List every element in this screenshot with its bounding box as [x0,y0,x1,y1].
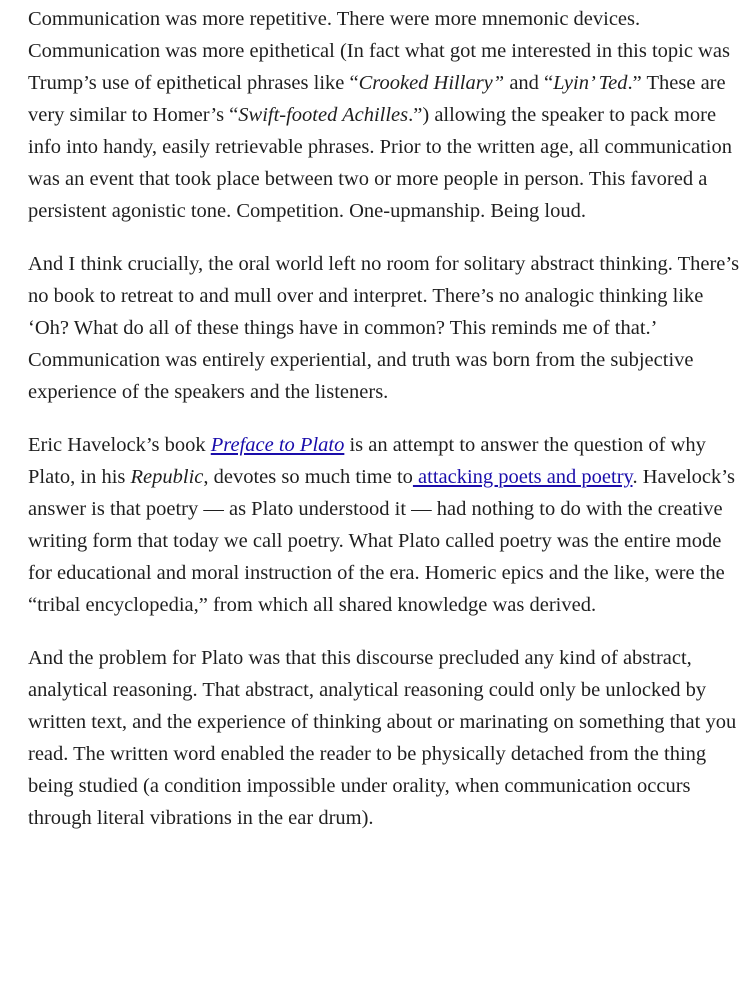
epithet-swift-footed-achilles: Swift-footed Achilles [238,104,409,126]
epithet-crooked-hillary: Crooked Hillary” [358,72,505,94]
paragraph-oral-world: And I think crucially, the oral world left no room for solitary abstract thinking. There’s no book to retreat to and mull over and interpret. There’s no analogic thinking like ‘Oh? What do all of these things have in common? This reminds me of that.’ Communication was entirely experiential, and truth was born from the subjective experience of the speakers and the listeners. [28,253,740,403]
paragraph-3-text-b: is an attempt to answer the question of why Plato, in his [28,434,706,488]
paragraph-1-text-a: Communication was more repetitive. There were more mnemonic devices. Communication was more epithetical (In fact what got me interested in this topic was Trump’s use of epithetical phrases like “ [28,8,730,94]
paragraph-3-text-d: . Havelock’s answer is that poetry — as Plato understood it — had nothing to do with the creative writing form that today we call poetry. What Plato called poetry was the entire mode for educational and moral instruction of the era. Homeric epics and the like, were the “tribal encyclopedia,” from which all shared knowledge was derived. [28,466,735,616]
paragraph-plato-problem: And the problem for Plato was that this discourse precluded any kind of abstract, analytical reasoning. That abstract, analytical reasoning could only be unlocked by written text, and the experience of thinking about or marinating on something that you read. The written word enabled the reader to be physically detached from the thing being studied (a condition impossible under orality, when communication occurs through literal vibrations in the ear drum). [28,647,737,829]
epithet-lyin-ted: Lyin’ Ted [553,72,628,94]
article-body [28,3,740,855]
paragraph-1-text-b: and “ [504,72,554,94]
paragraph-repetitive-communication [28,3,740,227]
attacking-poets-link[interactable]: attacking poets and poetry [412,466,633,488]
paragraph-1-text-d: .”) allowing the speaker to pack more info into handy, easily retrievable phrases. Prior to the written age, all communication was an event that took place between two or more people in person. This favored a persistent agonistic tone. Competition. One-upmanship. Being loud. [28,104,733,222]
preface-to-plato-link[interactable]: Preface to Plato [210,434,345,456]
paragraph-3-text-c: , devotes so much time to [203,466,413,488]
paragraph-1-text-c: .” These are very similar to Homer’s “ [28,72,726,126]
paragraph-havelock [28,429,740,621]
paragraph-3-text-a: Eric Havelock’s book [28,434,211,456]
republic-title: Republic [130,466,204,488]
